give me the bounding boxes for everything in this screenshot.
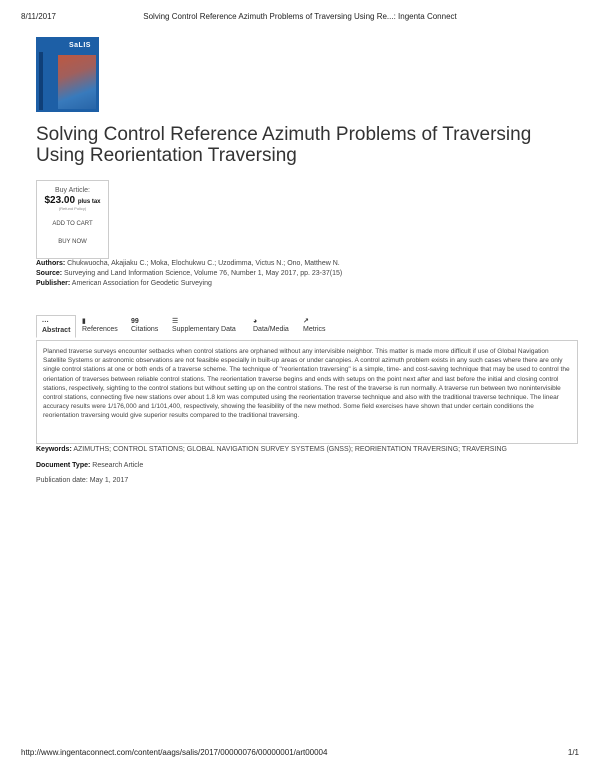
article-title: Solving Control Reference Azimuth Problems of Traversing Using Reorientation Traversing (36, 124, 532, 166)
source-label: Source: (36, 270, 63, 277)
publication-date: Publication date: May 1, 2017 (36, 477, 129, 484)
tab-metrics[interactable] (303, 317, 326, 333)
authors-value[interactable]: Chukwuocha, Akajiaku C.; Moka, Elochukwu C.; Uzodimma, Victus N.; Ono, Matthew N. (67, 260, 340, 267)
tab-label: Supplementary Data (172, 326, 236, 333)
tab-label: Metrics (303, 326, 326, 333)
line-chart-icon: ↗ (303, 318, 309, 325)
buy-article-label: Buy Article: (54, 187, 90, 194)
source-value[interactable]: Surveying and Land Information Science, Volume 76, Number 1, May 2017, pp. 23-37(15) (64, 270, 343, 277)
publisher-label: Publisher: (36, 280, 71, 287)
journal-cover-image[interactable] (36, 37, 99, 112)
keywords-label: Keywords: (36, 446, 72, 453)
document-type-label: Document Type: (36, 462, 91, 469)
keywords-line (36, 446, 576, 453)
tab-label: Citations (131, 326, 159, 333)
authors-label: Authors: (36, 260, 66, 267)
article-tabs (36, 317, 576, 339)
buy-now-button[interactable]: BUY NOW (58, 239, 87, 245)
keywords-value[interactable]: AZIMUTHS; CONTROL STATIONS; GLOBAL NAVIGATION SURVEY SYSTEMS (GNSS); REORIENTATION TRAVERSING; TRAVERSING (73, 446, 507, 453)
tab-label: Abstract (42, 327, 71, 334)
tab-abstract[interactable] (36, 315, 76, 338)
document-type-line (36, 462, 576, 469)
tab-references[interactable] (82, 317, 118, 333)
journal-logo: SaLIS (69, 42, 91, 49)
print-footer (21, 748, 579, 760)
document-type-value: Research Article (92, 462, 144, 469)
price-tax: plus tax (77, 199, 101, 205)
cover-strip (39, 52, 43, 110)
source-line (36, 269, 576, 278)
buy-article-box (36, 180, 109, 259)
page-url: http://www.ingentaconnect.com/content/aags/salis/2017/00000076/00000001/art00004 (21, 748, 328, 757)
page-number: 1/1 (567, 748, 579, 757)
publisher-value[interactable]: American Association for Geodetic Surveying (71, 280, 212, 287)
quote-icon: 99 (131, 318, 139, 325)
tab-label: Data/Media (253, 326, 289, 333)
print-header (21, 12, 579, 24)
print-page-title: Solving Control Reference Azimuth Problems of Traversing Using Re...: Ingenta Connect (143, 12, 457, 21)
bookmark-icon: ▮ (82, 318, 86, 325)
abstract-panel (36, 340, 578, 444)
price-value: $23.00 (44, 195, 76, 206)
ellipsis-icon: ··· (42, 319, 49, 326)
tab-data-media[interactable] (253, 317, 289, 333)
tab-label: References (82, 326, 118, 333)
add-to-cart-button[interactable]: ADD TO CART (52, 221, 93, 227)
abstract-text: Planned traverse surveys encounter setbacks when control stations are orphaned without any intervisible neighbor. This matter is made more difficult if use of Global Navigation Satellite Systems or astronomic observations are not feasible especially in built-up areas or under canopies. A control azimuth problem exists in any such cases where there are only single control stations at one or both ends of a traverse scheme. The technique of "reorientation traversing" is a simple, time- and cost-saving technique that may be used to control the orientation of traverses between reliable control stations. The reorientation traverse begins and ends with setups on the point next after and last before the initial and closing control stations, respectively, sighting to the control stations but without setting up on the control stations. The rest of the traverse is run normally. A traverse run between two nonintervisible control stations, connecting five new stations over about 1.8 km was computed using the reorientation traverse technique and also with the traditional traverse technique. The linear accuracy results were 1/176,000 and 1/101,400, respectively, showing the feasibility of the new method. Some field exercises have shown that under certain conditions the reorientation traversing would give superior results compared to the traditional traversing. (43, 348, 570, 420)
tab-supplementary-data[interactable] (172, 317, 236, 333)
tab-citations[interactable] (131, 317, 158, 333)
pie-chart-icon: ◕ (253, 318, 258, 325)
list-icon: ☰ (172, 318, 179, 325)
refund-policy-link[interactable]: (Refund Policy) (58, 206, 87, 211)
authors-line (36, 259, 576, 268)
print-date: 8/11/2017 (21, 12, 56, 21)
publisher-line (36, 279, 576, 288)
price (37, 195, 108, 206)
cover-artwork (58, 55, 96, 109)
